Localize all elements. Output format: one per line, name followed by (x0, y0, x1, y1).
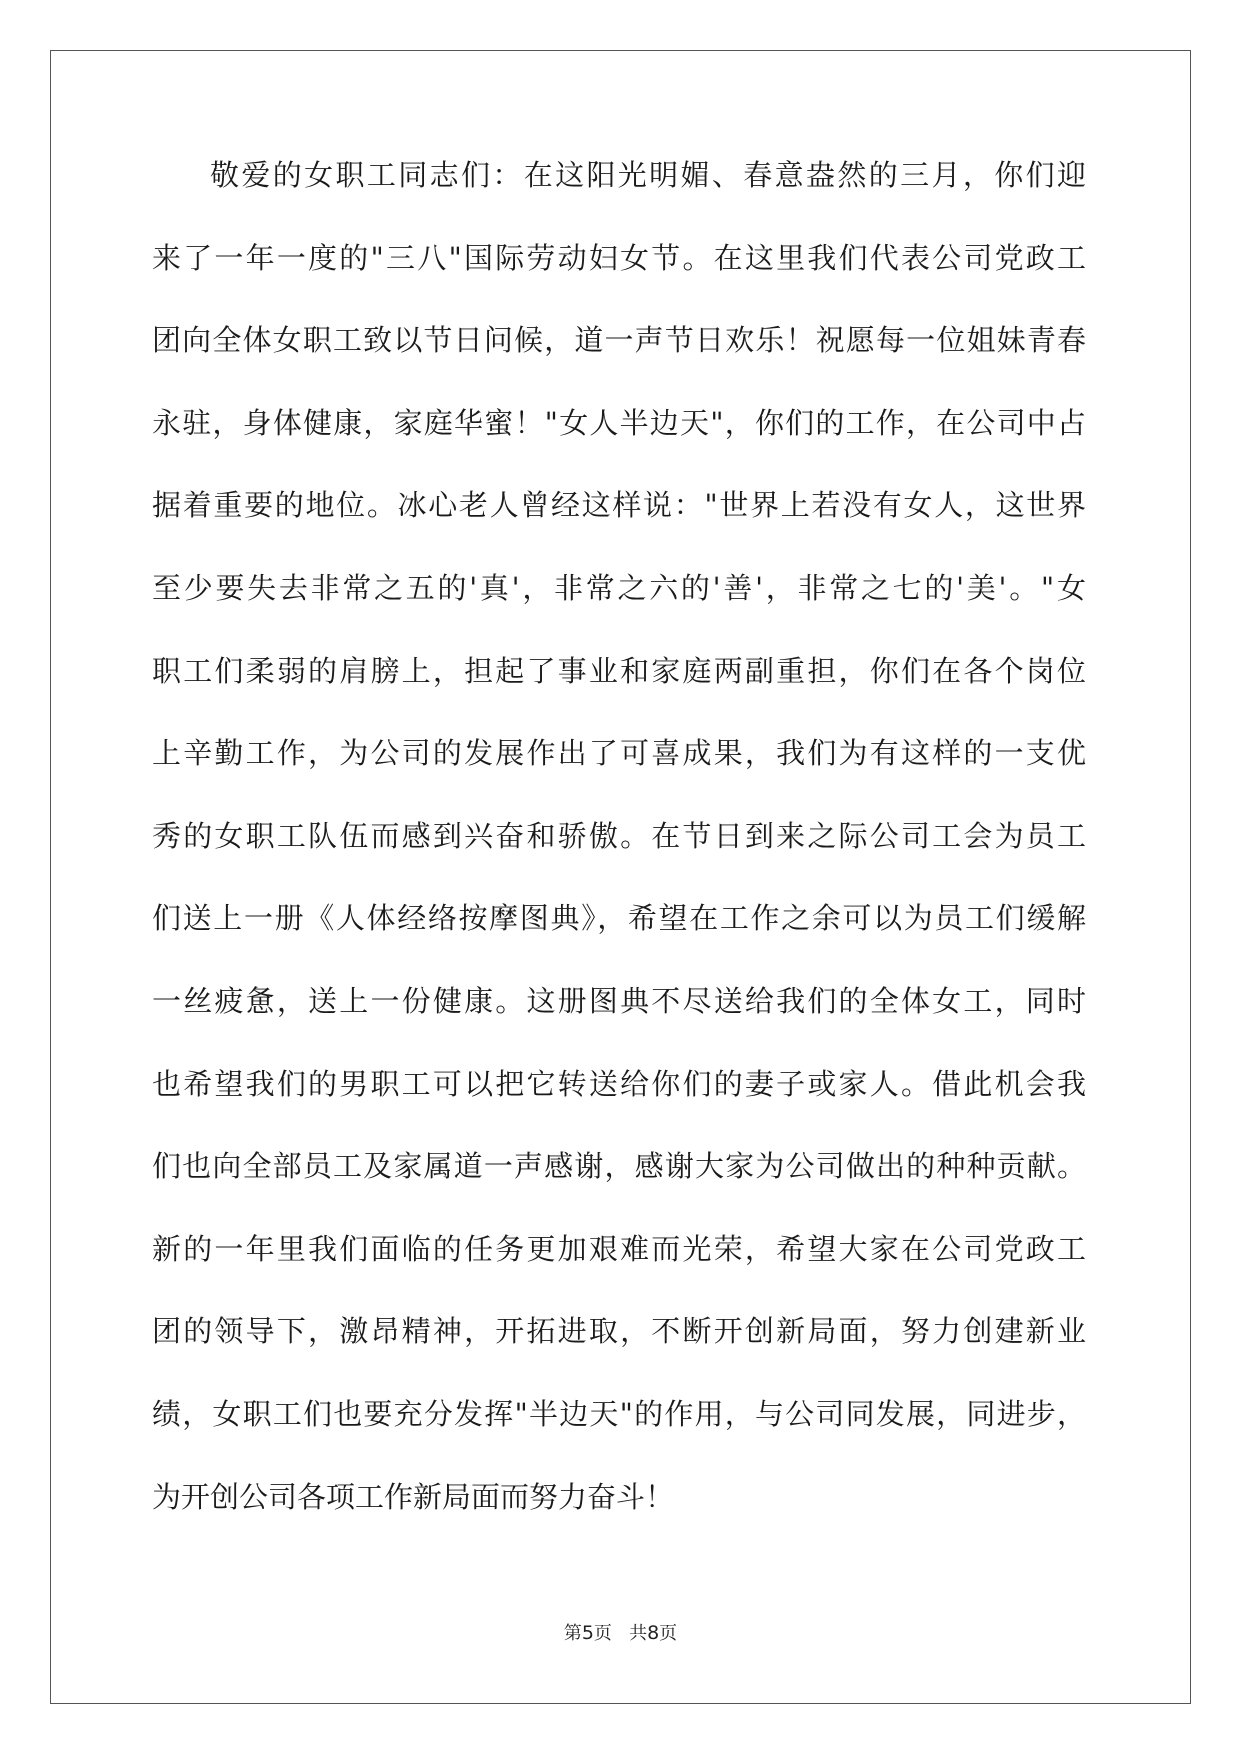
footer-total-pages: 8 (647, 1622, 660, 1644)
text-line: 据着重要的地位。冰心老人曾经这样说："世界上若没有女人，这世界 (152, 488, 1086, 523)
text-line: 至少要失去非常之五的'真'，非常之六的'善'，非常之七的'美'。"女 (152, 570, 1086, 605)
text-line: 上辛勤工作，为公司的发展作出了可喜成果，我们为有这样的一支优 (152, 736, 1086, 771)
page-footer (0, 1619, 1241, 1645)
text-line: 秀的女职工队伍而感到兴奋和骄傲。在节日到来之际公司工会为员工 (152, 818, 1086, 853)
text-line: 新的一年里我们面临的任务更加艰难而光荣，希望大家在公司党政工 (152, 1231, 1086, 1266)
text-line: 们也向全部员工及家属道一声感谢，感谢大家为公司做出的种种贡献。 (152, 1149, 1086, 1184)
text-line: 职工们柔弱的肩膀上，担起了事业和家庭两副重担，你们在各个岗位 (152, 653, 1086, 688)
footer-page-suffix: 页 (593, 1623, 612, 1644)
text-line: 来了一年一度的"三八"国际劳动妇女节。在这里我们代表公司党政工 (152, 240, 1086, 275)
letter-body (152, 160, 1086, 1564)
text-line: 绩，女职工们也要充分发挥"半边天"的作用，与公司同发展，同进步， (152, 1396, 1086, 1431)
text-line: 敬爱的女职工同志们：在这阳光明媚、春意盎然的三月，你们迎 (210, 158, 1086, 192)
text-line: 团的领导下，激昂精神，开拓进取，不断开创新局面，努力创建新业 (152, 1314, 1086, 1349)
text-line: 为开创公司各项工作新局面而努力奋斗！ (152, 1479, 675, 1514)
footer-page-prefix: 第 (563, 1623, 582, 1644)
text-line: 们送上一册《人体经络按摩图典》，希望在工作之余可以为员工们缓解 (152, 901, 1086, 936)
text-line: 团向全体女职工致以节日问候，道一声节日欢乐！祝愿每一位姐妹青春 (152, 323, 1086, 358)
footer-total-suffix: 页 (659, 1623, 678, 1644)
text-line: 也希望我们的男职工可以把它转送给你们的妻子或家人。借此机会我 (152, 1066, 1086, 1101)
footer-total-prefix: 共 (629, 1623, 648, 1644)
text-line: 一丝疲惫，送上一份健康。这册图典不尽送给我们的全体女工，同时 (152, 983, 1086, 1018)
footer-page-number: 5 (581, 1622, 594, 1644)
text-line: 永驻，身体健康，家庭华蜜！"女人半边天"，你们的工作，在公司中占 (152, 405, 1086, 440)
